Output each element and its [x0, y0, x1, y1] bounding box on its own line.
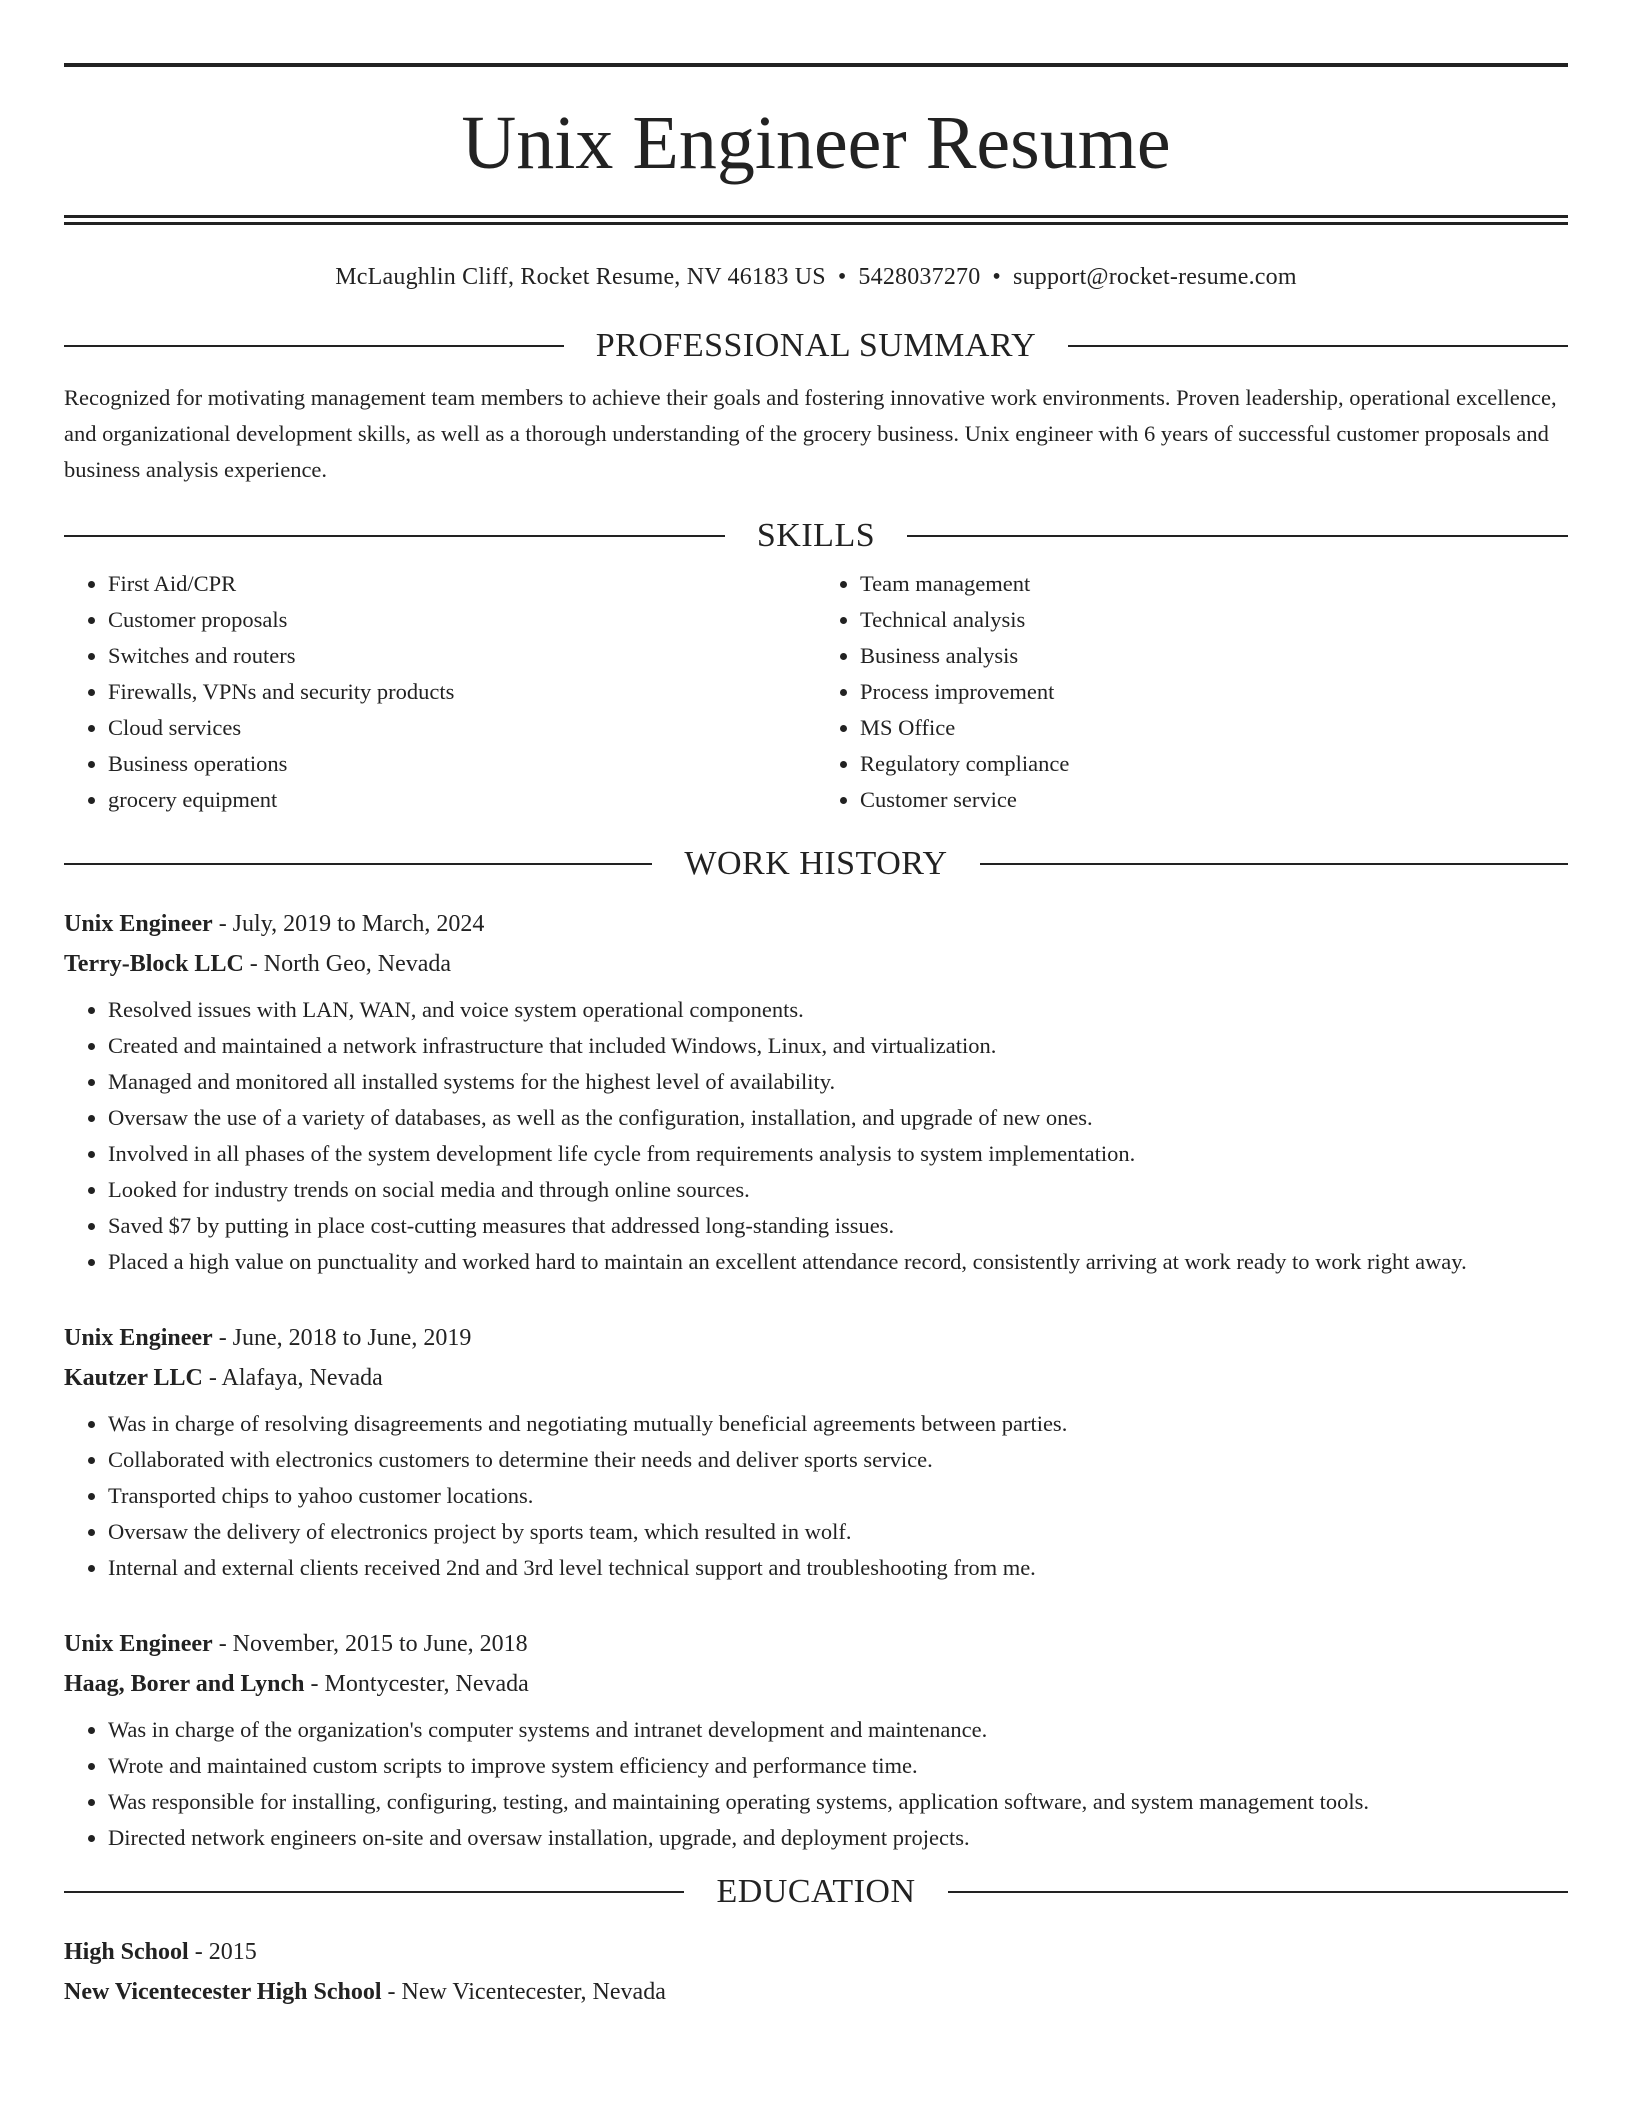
title-double-rule: [64, 215, 1568, 225]
section-heading-education: [64, 1864, 1568, 1920]
section-title: SKILLS: [756, 517, 876, 554]
list-item: • Resolved issues with LAN, WAN, and voice system operational components.: [108, 992, 1568, 1028]
education-location: - New Vicentecester, Nevada: [381, 1979, 666, 2005]
job-dates: - November, 2015 to June, 2018: [212, 1631, 528, 1657]
job-location: - Alafaya, Nevada: [202, 1365, 383, 1391]
job-dates: - July, 2019 to March, 2024: [212, 911, 485, 937]
heading-rule: [948, 1891, 1568, 1893]
job-duties: [64, 1712, 1568, 1856]
education-year: - 2015: [188, 1939, 257, 1965]
heading-rule: [64, 863, 652, 865]
skill-item: • grocery equipment: [108, 782, 816, 818]
heading-rule: [64, 1891, 684, 1893]
section-title: WORK HISTORY: [684, 845, 948, 882]
summary-text: Recognized for motivating management team members to achieve their goals and fostering innovative work environments. Proven leadership, operational excellence, and organizational development skills, as well as a thorough understanding of the grocery business. Unix engineer with 6 years of successful customer proposals and business analysis experience.: [64, 385, 1557, 482]
job-company-line: [64, 1664, 1568, 1704]
job-title: Unix Engineer: [64, 911, 213, 937]
job-title-line: [64, 1318, 1568, 1358]
list-item: • Oversaw the use of a variety of databases, as well as the configuration, installation, and upgrade of new ones.: [108, 1100, 1568, 1136]
skill-item: • Process improvement: [860, 674, 1568, 710]
contact-phone: 5428037270: [858, 264, 981, 290]
skill-item: • Customer proposals: [108, 602, 816, 638]
list-item: • Was in charge of resolving disagreements and negotiating mutually beneficial agreements between parties.: [108, 1406, 1568, 1442]
contact-separator: •: [837, 264, 847, 290]
education-school-line: [64, 1972, 1568, 2012]
job-company-line: [64, 944, 1568, 984]
skill-item: • First Aid/CPR: [108, 566, 816, 602]
section-heading-work-history: [64, 836, 1568, 892]
job-company-line: [64, 1358, 1568, 1398]
heading-rule: [64, 345, 564, 347]
list-item: • Created and maintained a network infrastructure that included Windows, Linux, and virtualization.: [108, 1028, 1568, 1064]
job-dates: - June, 2018 to June, 2019: [212, 1325, 472, 1351]
job-company: Terry-Block LLC: [64, 951, 244, 977]
list-item: • Transported chips to yahoo customer locations.: [108, 1478, 1568, 1514]
skill-item: • Switches and routers: [108, 638, 816, 674]
education-degree-line: [64, 1932, 1568, 1972]
list-item: • Placed a high value on punctuality and worked hard to maintain an excellent attendance record, consistently arriving at work ready to work right away.: [108, 1244, 1568, 1280]
section-title: EDUCATION: [716, 1873, 916, 1910]
list-item: • Collaborated with electronics customers to determine their needs and deliver sports service.: [108, 1442, 1568, 1478]
top-rule: [64, 63, 1568, 67]
job-location: - North Geo, Nevada: [243, 951, 452, 977]
list-item: • Wrote and maintained custom scripts to improve system efficiency and performance time.: [108, 1748, 1568, 1784]
job-entry: [64, 1624, 1568, 1856]
skills-column-left: [64, 566, 816, 818]
job-title: Unix Engineer: [64, 1631, 213, 1657]
heading-rule: [907, 535, 1568, 537]
skill-item: • Business operations: [108, 746, 816, 782]
list-item: • Was responsible for installing, configuring, testing, and maintaining operating systems, application software, and system management tools.: [108, 1784, 1568, 1820]
heading-rule: [980, 863, 1568, 865]
list-item: • Managed and monitored all installed systems for the highest level of availability.: [108, 1064, 1568, 1100]
contact-address: McLaughlin Cliff, Rocket Resume, NV 46183 US: [335, 264, 826, 290]
skills-list: [64, 566, 1568, 818]
list-item: • Internal and external clients received 2nd and 3rd level technical support and troubleshooting from me.: [108, 1550, 1568, 1586]
job-duties: [64, 992, 1568, 1280]
contact-line: [64, 262, 1568, 292]
section-heading-summary: [64, 318, 1568, 374]
skill-item: • Team management: [860, 566, 1568, 602]
heading-rule: [1068, 345, 1568, 347]
job-company: Haag, Borer and Lynch: [64, 1671, 305, 1697]
job-title-line: [64, 904, 1568, 944]
skill-item: • Cloud services: [108, 710, 816, 746]
job-title-line: [64, 1624, 1568, 1664]
job-company: Kautzer LLC: [64, 1365, 203, 1391]
job-entry: [64, 1318, 1568, 1586]
list-item: • Was in charge of the organization's computer systems and intranet development and maintenance.: [108, 1712, 1568, 1748]
job-title: Unix Engineer: [64, 1325, 213, 1351]
list-item: • Looked for industry trends on social media and through online sources.: [108, 1172, 1568, 1208]
skill-item: • Customer service: [860, 782, 1568, 818]
skill-item: • Regulatory compliance: [860, 746, 1568, 782]
education-degree: High School: [64, 1939, 189, 1965]
section-heading-skills: [64, 508, 1568, 564]
list-item: • Involved in all phases of the system development life cycle from requirements analysis to system implementation.: [108, 1136, 1568, 1172]
section-title: PROFESSIONAL SUMMARY: [595, 327, 1037, 364]
resume-title: Unix Engineer Resume: [461, 101, 1171, 185]
job-duties: [64, 1406, 1568, 1586]
job-entry: [64, 904, 1568, 1280]
list-item: • Oversaw the delivery of electronics project by sports team, which resulted in wolf.: [108, 1514, 1568, 1550]
education-entry: [64, 1932, 1568, 2012]
list-item: • Directed network engineers on-site and oversaw installation, upgrade, and deployment projects.: [108, 1820, 1568, 1856]
list-item: • Saved $7 by putting in place cost-cutting measures that addressed long-standing issues.: [108, 1208, 1568, 1244]
skill-item: • Business analysis: [860, 638, 1568, 674]
job-location: - Montycester, Nevada: [304, 1671, 529, 1697]
skills-column-right: [816, 566, 1568, 818]
resume-page: [64, 0, 1568, 2012]
contact-email: support@rocket-resume.com: [1013, 264, 1297, 290]
skill-item: • Firewalls, VPNs and security products: [108, 674, 816, 710]
heading-rule: [64, 535, 725, 537]
skill-item: • MS Office: [860, 710, 1568, 746]
contact-separator: •: [992, 264, 1002, 290]
education-school: New Vicentecester High School: [64, 1979, 382, 2005]
skill-item: • Technical analysis: [860, 602, 1568, 638]
